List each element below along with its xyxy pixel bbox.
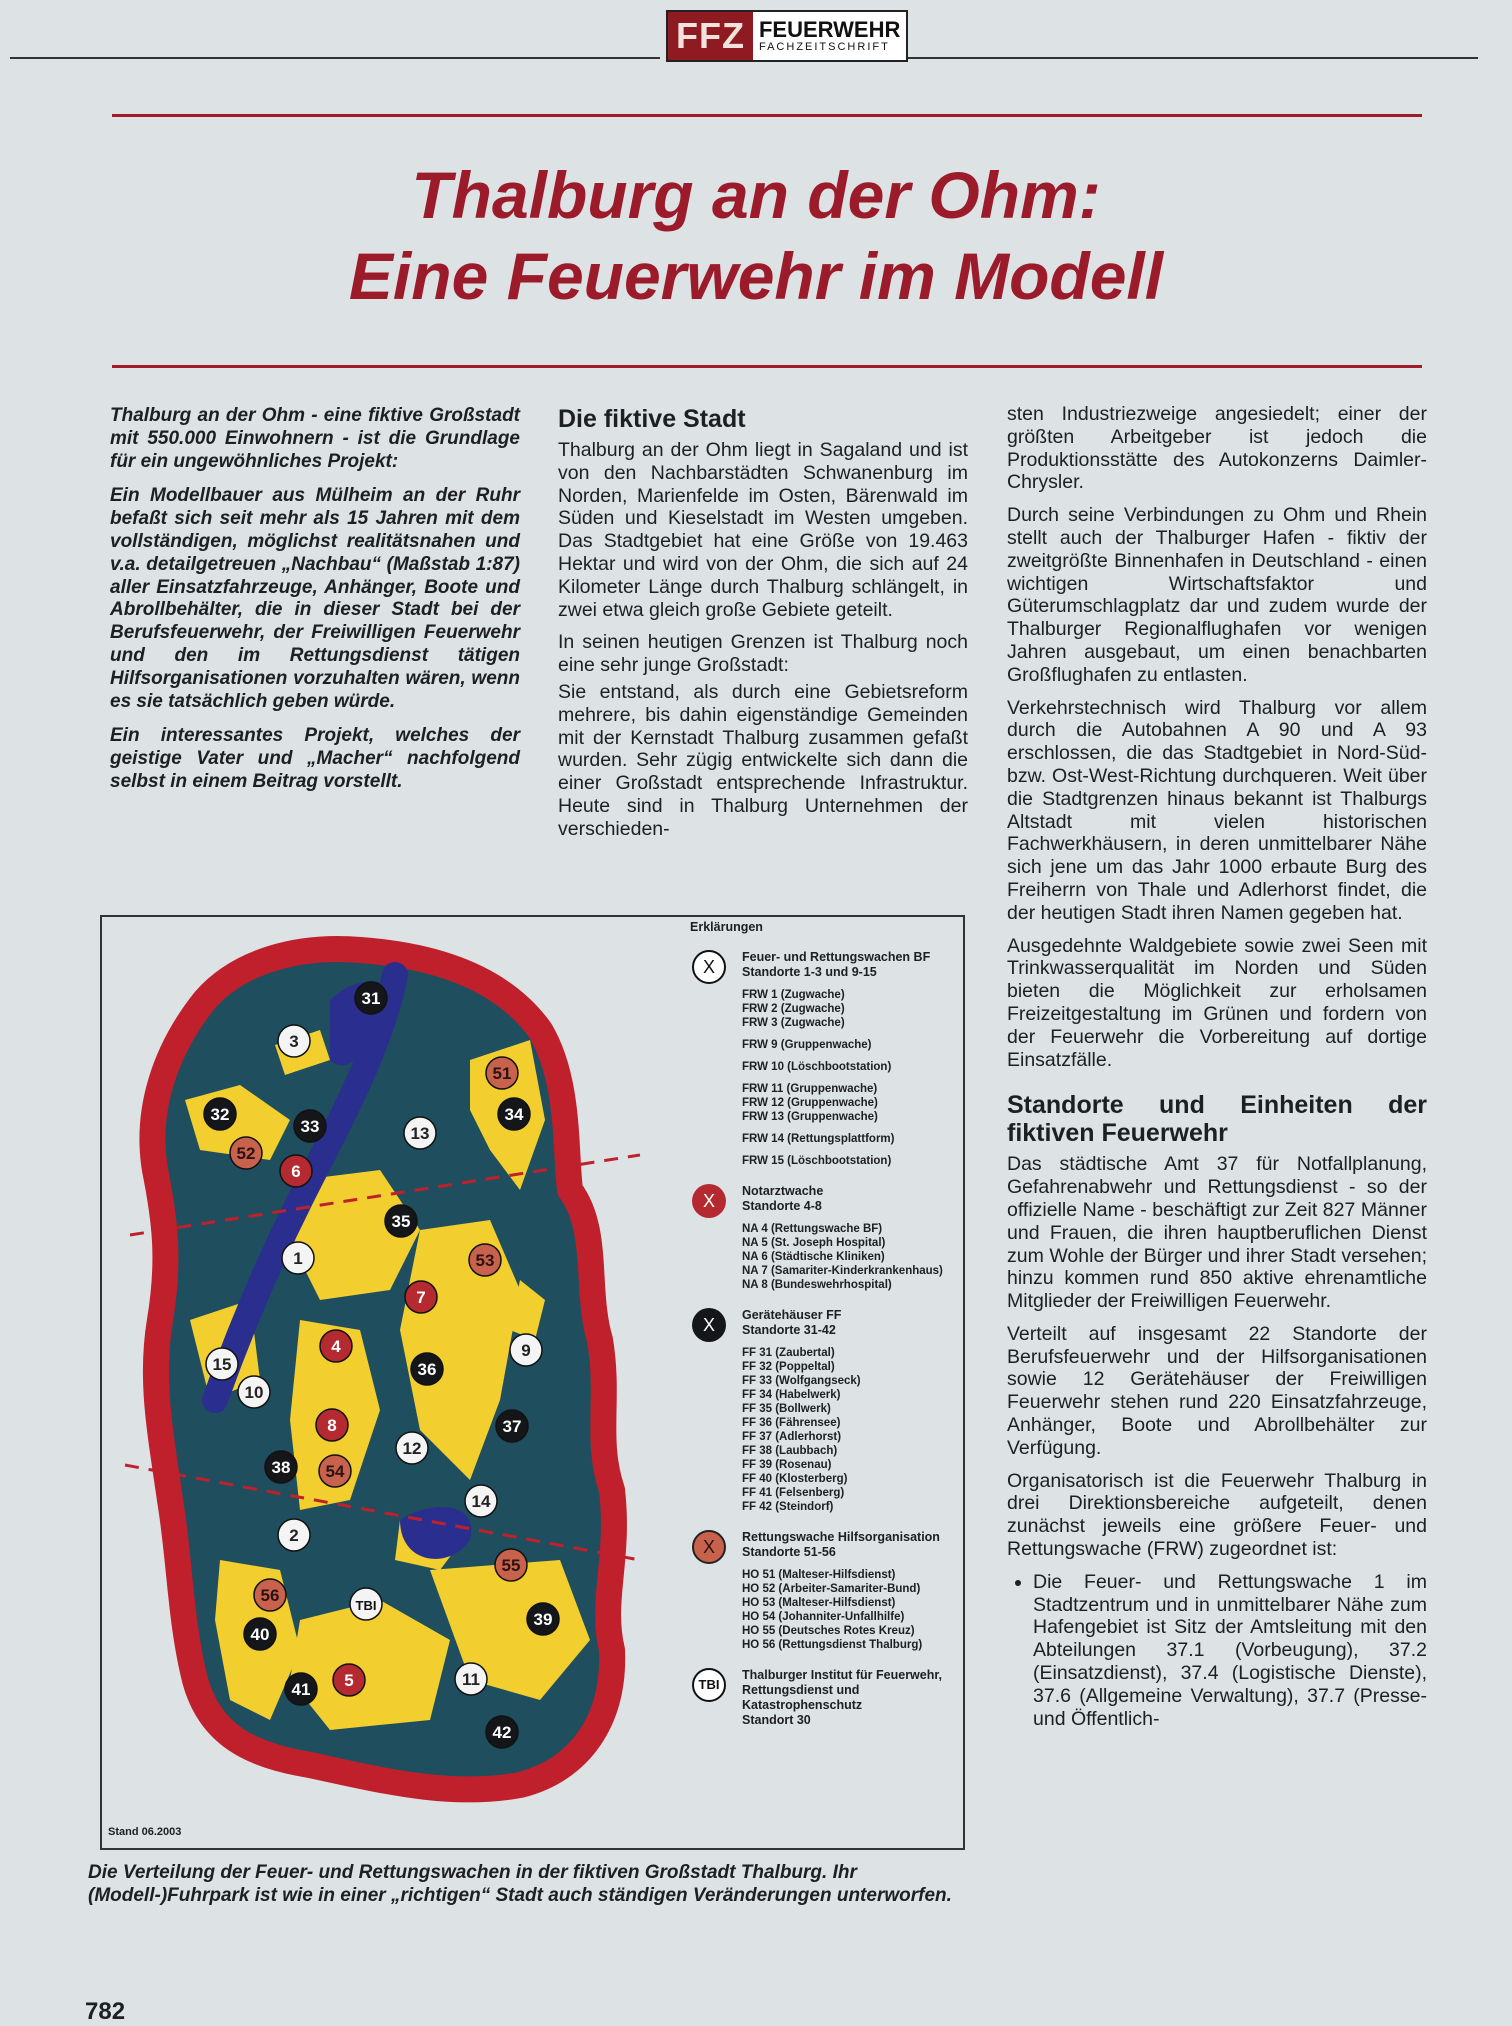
legend-item: NA 7 (Samariter-Kinderkrankenhaus) xyxy=(742,1265,943,1277)
legend-group-subtitle: Standort 30 xyxy=(742,1713,811,1727)
legend-item: FF 35 (Bollwerk) xyxy=(742,1403,831,1415)
map-marker-label: 55 xyxy=(501,1556,521,1575)
paragraph: Organisatorisch ist die Feuerwehr Thalburg in drei Direktionsbereiche aufgeteilt, denen zunächst jeweils eine größere Feuer- und Rettungswache (FRW) zugeordnet ist: xyxy=(1007,1469,1427,1561)
legend-item: FF 36 (Fährensee) xyxy=(742,1417,841,1429)
legend-items xyxy=(742,1222,965,1292)
map-marker-label: 4 xyxy=(331,1337,341,1356)
map-marker-label: 37 xyxy=(502,1417,522,1436)
legend-item: NA 4 (Rettungswache BF) xyxy=(742,1223,883,1235)
map-marker-label: 14 xyxy=(471,1492,491,1511)
map-marker-label: 39 xyxy=(533,1610,553,1629)
legend-item: FF 41 (Felsenberg) xyxy=(742,1487,845,1499)
legend-group-subtitle: Standorte 31-42 xyxy=(742,1323,836,1337)
intro-column xyxy=(110,405,520,806)
map-stand-date: Stand 06.2003 xyxy=(108,1826,182,1838)
legend-symbol-ho-icon: X xyxy=(692,1530,726,1564)
section-heading: Die fiktive Stadt xyxy=(558,405,746,433)
header-rule-right xyxy=(858,57,1478,59)
map-legend xyxy=(690,920,965,1736)
paragraph: Das städtische Amt 37 für Notfallplanung, Gefahrenabwehr und Rettungsdienst - so der offizielle Name - beschäftigt zur Zeit 827 Männer und Frauen, die ihren hauptberuflichen Dienst zum Wohle der Bürger und ihrer Stadt versehen; hinzu kommen rund 850 aktive ehrenamtliche Mitglieder der Freiwilligen Feuerwehr. xyxy=(1007,1153,1427,1313)
city-map xyxy=(100,915,690,1850)
bullet-list xyxy=(1007,1571,1427,1731)
legend-item: FF 37 (Adlerhorst) xyxy=(742,1431,842,1443)
map-marker-label: 8 xyxy=(327,1416,337,1435)
map-marker-label: 33 xyxy=(300,1117,320,1136)
legend-item: FRW 10 (Löschbootstation) xyxy=(742,1061,892,1073)
map-marker-label: 2 xyxy=(289,1526,299,1545)
map-marker-label: 53 xyxy=(475,1251,495,1270)
legend-item: NA 5 (St. Joseph Hospital) xyxy=(742,1237,886,1249)
legend-group-subtitle: Standorte 1-3 und 9-15 xyxy=(742,965,877,979)
legend-item: FF 31 (Zaubertal) xyxy=(742,1347,835,1359)
map-marker-label: 34 xyxy=(504,1105,524,1124)
map-marker-label: 9 xyxy=(521,1341,531,1360)
bullet-item: • Die Feuer- und Rettungswache 1 im Stadtzentrum und in unmittelbarer Nähe zum Hafengebiet ist Sitz der Amtsleitung mit den Abteilungen 37.1 (Vorbeugung), 37.2 (Einsatzdienst), 37.4 (Logistische Dienste), 37.6 (Allgemeine Verwaltung), 37.7 (Presse- und Öffentlich- xyxy=(1033,1571,1427,1731)
legend-item: FF 40 (Klosterberg) xyxy=(742,1473,848,1485)
map-marker-label: 41 xyxy=(291,1680,311,1699)
legend-items xyxy=(742,1346,965,1514)
legend-group-bf xyxy=(690,950,965,1168)
legend-item: FF 38 (Laubbach) xyxy=(742,1445,838,1457)
map-marker-label: 56 xyxy=(260,1586,280,1605)
map-marker-label: 13 xyxy=(410,1124,430,1143)
logo-mark: FFZ xyxy=(668,12,753,60)
legend-item: FRW 2 (Zugwache) xyxy=(742,1003,845,1015)
legend-item: FF 42 (Steindorf) xyxy=(742,1501,834,1513)
paragraph: In seinen heutigen Grenzen ist Thalburg noch eine sehr junge Großstadt: xyxy=(558,631,968,677)
legend-item: NA 6 (Städtische Kliniken) xyxy=(742,1251,885,1263)
paragraph: Thalburg an der Ohm liegt in Sagaland und ist von den Nachbarstädten Schwanenburg im Norden, Marienfelde im Osten, Bärenwald im Süden und Kieselstadt im Westen umgeben. Das Stadtgebiet hat eine Größe von 19.463 Hektar und wird von der Ohm, die sich auf 24 Kilometer Länge durch Thalburg schlängelt, in zwei etwa gleich große Gebiete geteilt. xyxy=(558,439,968,621)
legend-item: HO 53 (Malteser-Hilfsdienst) xyxy=(742,1597,896,1609)
legend-group-na xyxy=(690,1184,965,1292)
page-number: 782 xyxy=(85,1998,126,2025)
legend-item: FRW 9 (Gruppenwache) xyxy=(742,1039,872,1051)
legend-group-title: Thalburger Institut für Feuerwehr, Rettungsdienst und Katastrophenschutz xyxy=(742,1668,943,1712)
legend-group-tbi xyxy=(690,1668,965,1728)
article-title-line2: Eine Feuerwehr im Modell xyxy=(348,239,1164,313)
map-marker-label: TBI xyxy=(355,1598,377,1613)
map-marker-label: 12 xyxy=(402,1439,422,1458)
logo-subtitle: FACHZEITSCHRIFT xyxy=(758,41,890,53)
legend-group-title: Notarztwache xyxy=(742,1184,824,1198)
header-rule-left xyxy=(10,57,660,59)
intro-paragraph: Thalburg an der Ohm - eine fiktive Großstadt mit 550.000 Einwohnern - ist die Grundlage für ein ungewöhnliches Projekt: xyxy=(110,405,520,472)
paragraph: Ausgedehnte Waldgebiete sowie zwei Seen mit Trinkwasserqualität im Norden und Süden bieten die Möglichkeit zur erholsamen Freizeitgestaltung im Grünen und fordern von der Feuerwehr die Vorbereitung auf dortige Einsatzfälle. xyxy=(1007,934,1427,1071)
paragraph: sten Industriezweige angesiedelt; einer der größten Arbeitgeber ist jedoch die Produktionsstätte des Autokonzerns Daimler-Chrysler. xyxy=(1007,403,1427,494)
figure-caption: Die Verteilung der Feuer- und Rettungswachen in der fiktiven Großstadt Thalburg. Ihr (Modell-)Fuhrpark ist wie in einer „richtigen“ Stadt auch ständigen Veränderungen unterworfen. xyxy=(88,1862,952,1906)
map-marker-label: 42 xyxy=(492,1723,512,1742)
legend-item: HO 54 (Johanniter-Unfallhilfe) xyxy=(742,1611,905,1623)
map-marker-label: 11 xyxy=(462,1670,480,1689)
paragraph: Durch seine Verbindungen zu Ohm und Rhein stellt auch der Thalburger Hafen - fiktiv der zweitgrößte Binnenhafen in Deutschland - einen wichtigen Wirtschaftsfaktor und Güterumschlagplatz dar und zudem wurde der Thalburger Regionalflughafen vor wenigen Jahren ausgebaut, um einen benachbarten Großflughafen zu entlasten. xyxy=(1007,504,1427,686)
legend-symbol-na-icon: X xyxy=(692,1184,726,1218)
middle-column xyxy=(558,405,968,851)
paragraph: Sie entstand, als durch eine Gebietsreform mehrere, bis dahin eigenständige Gemeinden mit der Kernstadt Thalburg zusammen gefaßt wurden. Sehr zügig entwickelte sich dann die einer Großstadt entsprechende Infrastruktur. Heute sind in Thalburg Unternehmen der verschieden- xyxy=(558,680,968,840)
map-marker-label: 35 xyxy=(391,1212,411,1231)
legend-item: NA 8 (Bundeswehrhospital) xyxy=(742,1279,892,1291)
legend-items xyxy=(742,988,965,1168)
legend-item: HO 51 (Malteser-Hilfsdienst) xyxy=(742,1569,896,1581)
legend-group-title: Feuer- und Rettungswachen BF xyxy=(742,950,931,964)
legend-item: FF 33 (Wolfgangseck) xyxy=(742,1375,861,1387)
legend-title: Erklärungen xyxy=(690,920,763,934)
map-marker-label: 3 xyxy=(289,1032,299,1051)
map-marker-label: 54 xyxy=(325,1462,345,1481)
legend-item: FRW 11 (Gruppenwache) xyxy=(742,1083,878,1095)
legend-symbol-bf-icon: X xyxy=(692,950,726,984)
legend-group-title: Rettungswache Hilfsorganisation xyxy=(742,1530,940,1544)
map-marker-label: 15 xyxy=(212,1355,232,1374)
legend-symbol-ff-icon: X xyxy=(692,1308,726,1342)
title-rule-top xyxy=(112,114,1422,117)
map-marker-label: 52 xyxy=(236,1144,256,1163)
section-heading: Standorte und Einheiten der fiktiven Feuerwehr xyxy=(1007,1091,1427,1148)
legend-item: FRW 12 (Gruppenwache) xyxy=(742,1097,878,1109)
paragraph: Verteilt auf insgesamt 22 Standorte der Berufsfeuerwehr und der Hilfsorganisationen sowie 12 Gerätehäuser der Freiwilligen Feuerwehr stehen rund 220 Einsatzfahrzeuge, Anhänger, Boote und Abrollbehälter zur Verfügung. xyxy=(1007,1322,1427,1459)
article-title-line1: Thalburg an der Ohm: xyxy=(411,158,1101,232)
map-marker-label: 5 xyxy=(344,1671,354,1690)
legend-item: FRW 14 (Rettungsplattform) xyxy=(742,1133,895,1145)
map-marker-label: 36 xyxy=(417,1360,437,1379)
legend-item: FF 34 (Habelwerk) xyxy=(742,1389,841,1401)
map-marker-label: 31 xyxy=(361,989,381,1008)
map-marker-label: 1 xyxy=(293,1249,303,1268)
map-marker-label: 10 xyxy=(244,1383,264,1402)
intro-paragraph: Ein interessantes Projekt, welches der geistige Vater und „Macher“ nachfolgend selbst in einem Beitrag vorstellt. xyxy=(110,725,520,792)
map-marker-label: 51 xyxy=(492,1064,512,1083)
map-marker-label: 7 xyxy=(416,1288,426,1307)
legend-item: FRW 15 (Löschbootstation) xyxy=(742,1155,892,1167)
logo-title: FEUERWEHR xyxy=(758,17,901,42)
map-marker-label: 32 xyxy=(210,1105,230,1124)
legend-item: FRW 13 (Gruppenwache) xyxy=(742,1111,878,1123)
legend-item: FF 39 (Rosenau) xyxy=(742,1459,832,1471)
map-marker-label: 40 xyxy=(250,1625,270,1644)
legend-item: FRW 3 (Zugwache) xyxy=(742,1017,845,1029)
legend-item: FF 32 (Poppeltal) xyxy=(742,1361,835,1373)
magazine-logo xyxy=(666,10,908,62)
legend-symbol-tbi-icon: TBI xyxy=(692,1668,726,1702)
right-column xyxy=(1007,403,1427,1730)
legend-item: HO 52 (Arbeiter-Samariter-Bund) xyxy=(742,1583,921,1595)
title-rule-bottom xyxy=(112,365,1422,368)
legend-item: HO 56 (Rettungsdienst Thalburg) xyxy=(742,1639,923,1651)
map-marker-label: 6 xyxy=(291,1162,301,1181)
legend-group-title: Gerätehäuser FF xyxy=(742,1308,842,1322)
legend-group-ho xyxy=(690,1530,965,1652)
legend-items xyxy=(742,1568,965,1652)
legend-group-subtitle: Standorte 4-8 xyxy=(742,1199,822,1213)
legend-item: HO 55 (Deutsches Rotes Kreuz) xyxy=(742,1625,915,1637)
intro-paragraph: Ein Modellbauer aus Mülheim an der Ruhr befaßt sich seit mehr als 15 Jahren mit dem vollständigen, möglichst realitätsnahen und v.a. detailgetreuen „Nachbau“ (Maßstab 1:87) aller Einsatzfahrzeuge, Anhänger, Boote und Abrollbehälter, die in dieser Stadt bei der Berufsfeuerwehr, der Freiwilligen Feuerwehr und den im Rettungsdienst tätigen Hilfsorganisationen vorzuhalten wären, wenn es sie tatsächlich geben würde. xyxy=(110,485,520,712)
legend-group-ff xyxy=(690,1308,965,1514)
paragraph: Verkehrstechnisch wird Thalburg vor allem durch die Autobahnen A 90 und A 93 erschlossen, die das Stadtgebiet in Nord-Süd- bzw. Ost-West-Richtung durchqueren. Weit über die Stadtgrenzen hinaus bekannt ist Thalburgs Altstadt mit vielen historischen Fachwerkhäusern, in deren unmittelbarer Nähe sich jene um das Jahr 1000 erbaute Burg des Freiherrn von Thale und Adlerhorst findet, die der heutigen Stadt ihren Namen gegeben hat. xyxy=(1007,696,1427,924)
map-marker-label: 38 xyxy=(271,1458,291,1477)
legend-group-subtitle: Standorte 51-56 xyxy=(742,1545,836,1559)
legend-item: FRW 1 (Zugwache) xyxy=(742,989,845,1001)
